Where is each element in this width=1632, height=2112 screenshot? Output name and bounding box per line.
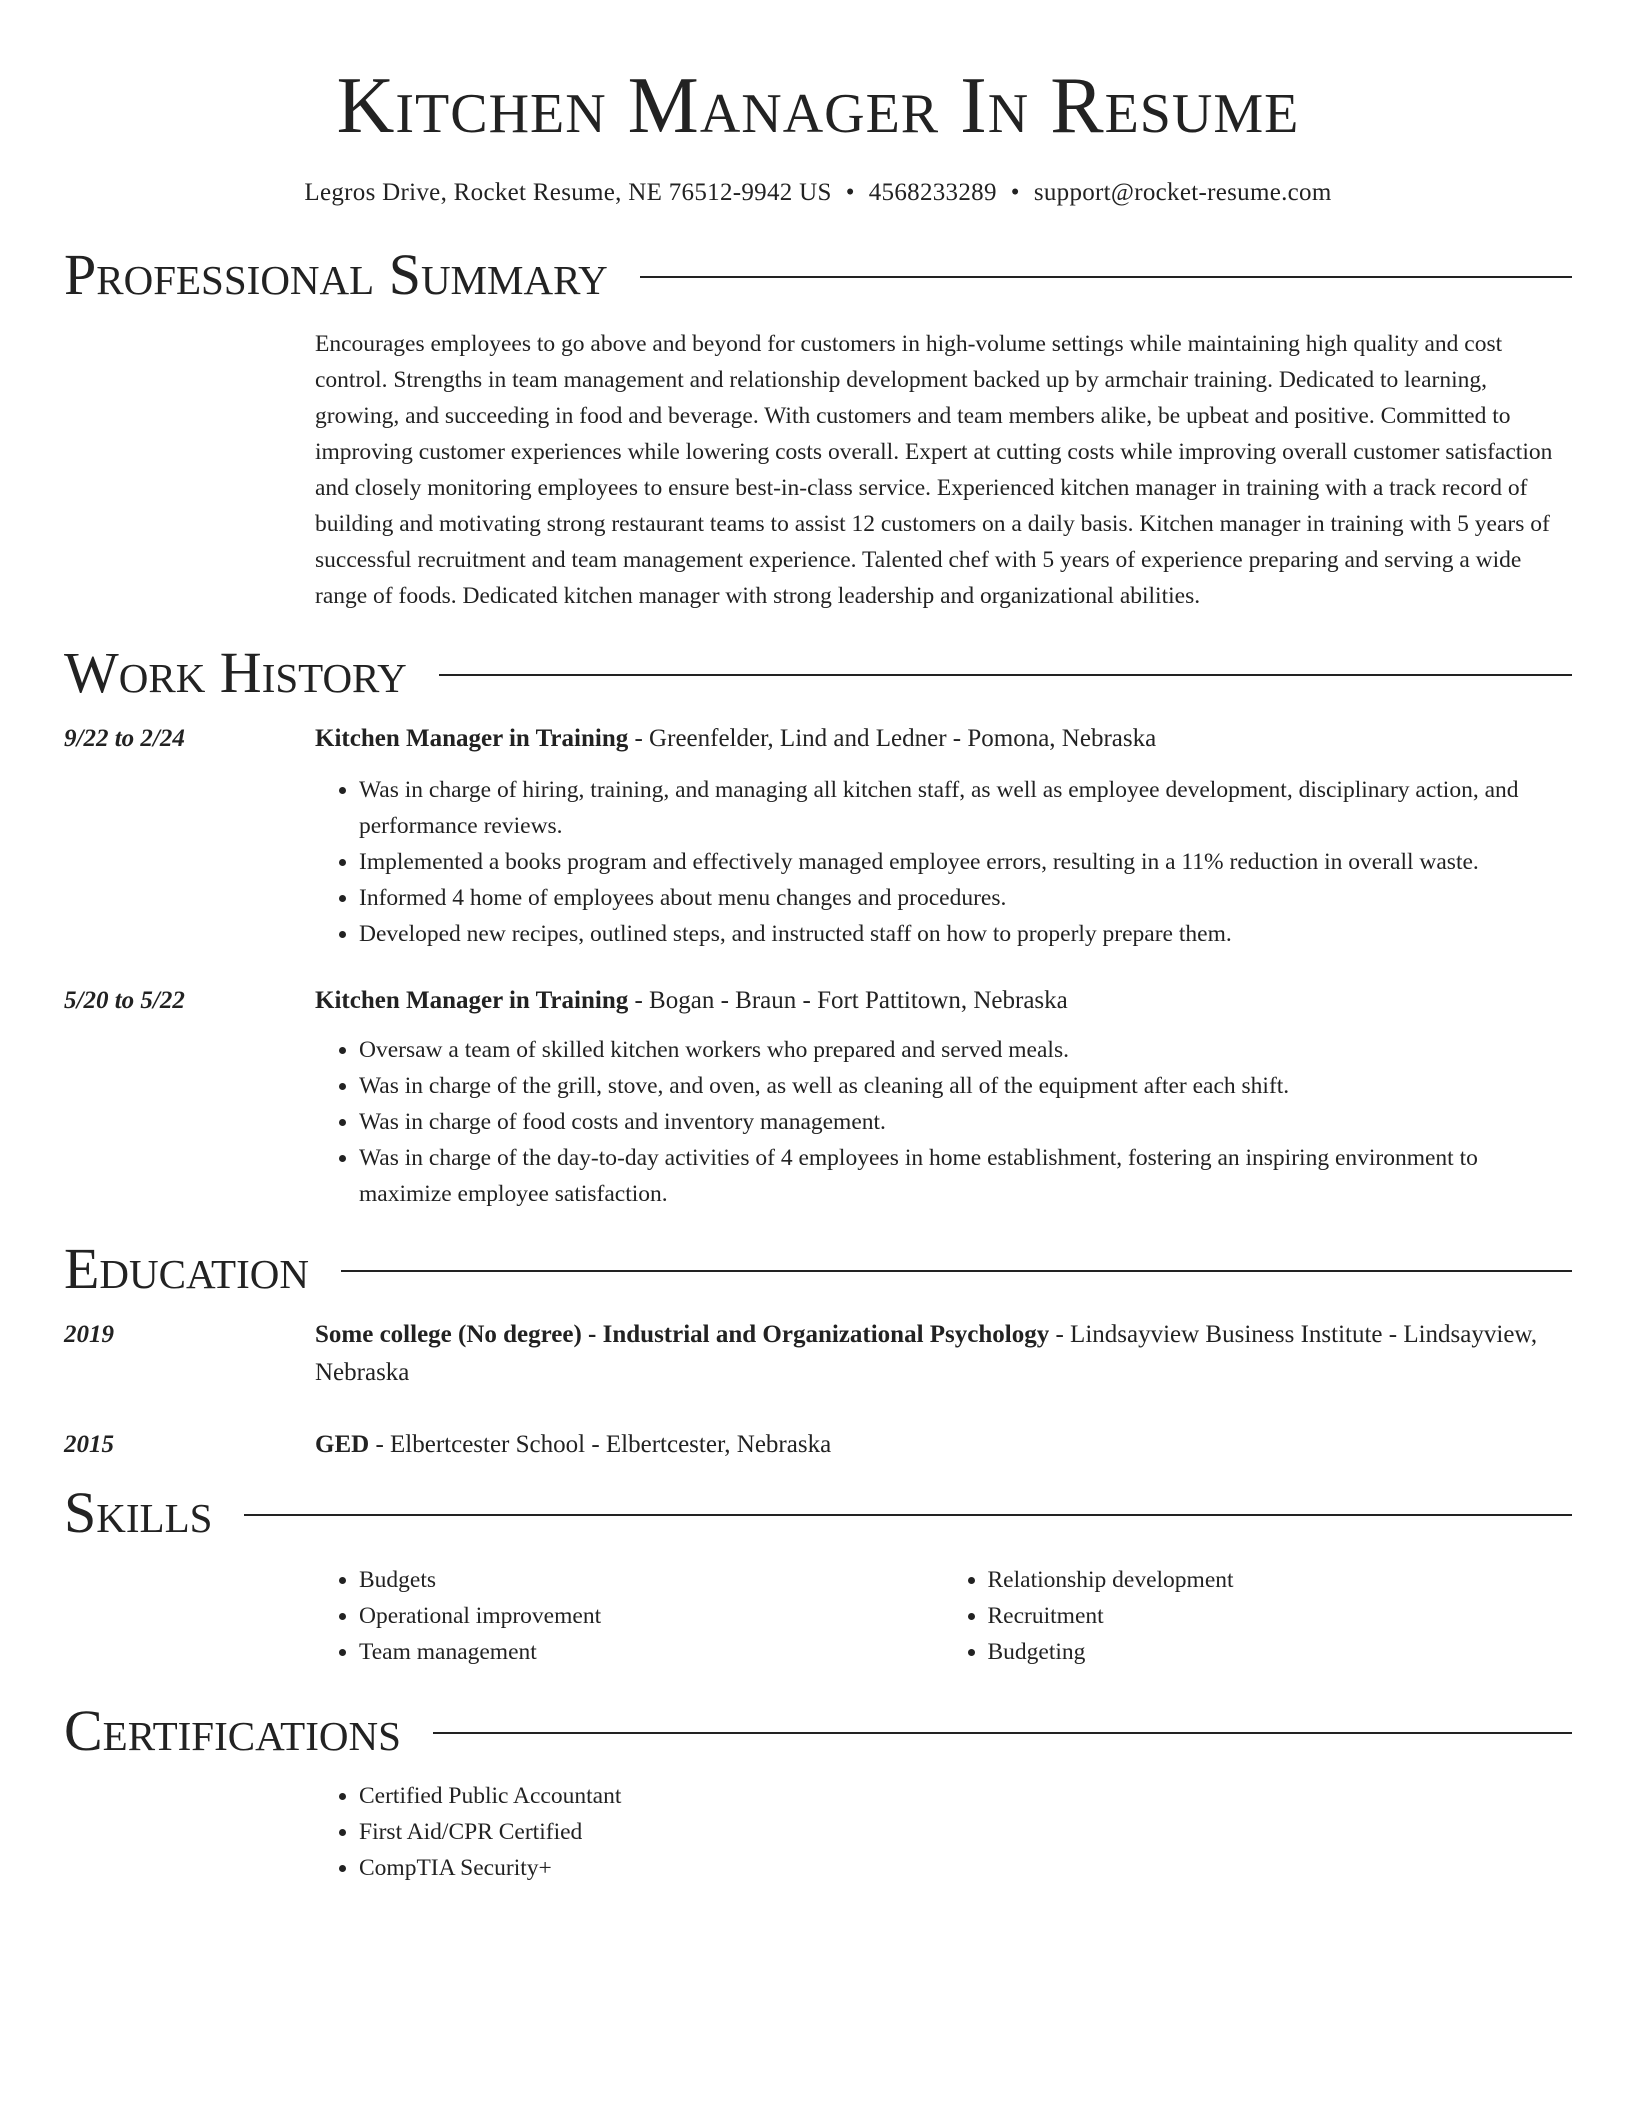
job-details: - Bogan - Braun - Fort Pattitown, Nebraska	[628, 987, 1068, 1014]
education-entry	[64, 1316, 1572, 1392]
section-title-skills: Skills	[64, 1480, 213, 1545]
list-item: • Was in charge of food costs and inventory management.	[359, 1104, 1572, 1140]
education-degree: GED	[315, 1431, 370, 1458]
section-divider	[341, 1270, 1572, 1272]
resume-name: Kitchen Manager In Resume	[336, 62, 1300, 150]
section-title-certifications: Certifications	[64, 1698, 401, 1763]
job-details: - Greenfelder, Lind and Ledner - Pomona, Nebraska	[628, 725, 1157, 752]
education-details: - Elbertcester School - Elbertcester, Nebraska	[369, 1431, 832, 1458]
list-item: • Team management	[359, 1634, 944, 1670]
section-divider	[244, 1514, 1572, 1516]
job-title: Kitchen Manager in Training	[315, 725, 629, 752]
list-item: • Certified Public Accountant	[359, 1778, 1572, 1814]
list-item: • Recruitment	[988, 1598, 1573, 1634]
list-item: • Was in charge of the grill, stove, and oven, as well as cleaning all of the equipment after each shift.	[359, 1068, 1572, 1104]
skills-section-header	[64, 1480, 1572, 1546]
education-year: 2015	[64, 1431, 114, 1458]
education-details: - Lindsayview Business Institute - Lindsayview, Nebraska	[315, 1321, 1538, 1386]
job-heading	[315, 982, 1572, 1020]
education-year: 2019	[64, 1321, 114, 1348]
section-divider	[640, 276, 1572, 278]
list-item: • Budgets	[359, 1562, 944, 1598]
job-title: Kitchen Manager in Training	[315, 987, 629, 1014]
section-divider	[439, 674, 1572, 676]
list-item: • Implemented a books program and effectively managed employee errors, resulting in a 11% reduction in overall waste.	[359, 844, 1572, 880]
list-item: • Relationship development	[988, 1562, 1573, 1598]
list-item: • CompTIA Security+	[359, 1850, 1572, 1886]
skills-column-right	[944, 1562, 1573, 1670]
skills-column-left	[315, 1562, 944, 1670]
list-item: • First Aid/CPR Certified	[359, 1814, 1572, 1850]
resume-page	[64, 0, 1572, 1886]
education-entry	[64, 1426, 1572, 1464]
section-divider	[433, 1732, 1572, 1734]
job-dates: 9/22 to 2/24	[64, 725, 185, 752]
education-degree: Some college (No degree) - Industrial and Organizational Psychology	[315, 1321, 1050, 1348]
education-section-header	[64, 1236, 1572, 1302]
certifications-list	[64, 1778, 1572, 1886]
list-item: • Was in charge of the day-to-day activities of 4 employees in home establishment, fostering an inspiring environment to maximize employee satisfaction.	[359, 1140, 1572, 1212]
contact-separator: •	[845, 179, 855, 206]
summary-text: Encourages employees to go above and beyond for customers in high-volume settings while maintaining high quality and cost control. Strengths in team management and relationship development backed up by armchair training. Dedicated to learning, growing, and succeeding in food and beverage. With customers and team members alike, be upbeat and positive. Committed to improving customer experiences while lowering costs overall. Expert at cutting costs while improving overall customer satisfaction and closely monitoring employees to ensure best-in-class service. Experienced kitchen manager in training with a track record of building and motivating strong restaurant teams to assist 12 customers on a daily basis. Kitchen manager in training with 5 years of successful recruitment and team management experience. Talented chef with 5 years of experience preparing and serving a wide range of foods. Dedicated kitchen manager with strong leadership and organizational abilities.	[315, 331, 1553, 609]
section-title-summary: Professional Summary	[64, 242, 608, 307]
section-title-education: Education	[64, 1236, 309, 1301]
work-section-header	[64, 640, 1572, 706]
job-dates: 5/20 to 5/22	[64, 987, 185, 1014]
contact-address: Legros Drive, Rocket Resume, NE 76512-9942 US	[304, 179, 832, 206]
certifications-section-header	[64, 1698, 1572, 1764]
job-heading	[315, 720, 1572, 758]
contact-line	[64, 178, 1572, 208]
contact-separator: •	[1010, 179, 1020, 206]
job-bullets	[315, 1032, 1572, 1212]
contact-email: support@rocket-resume.com	[1033, 179, 1332, 206]
list-item: • Oversaw a team of skilled kitchen workers who prepared and served meals.	[359, 1032, 1572, 1068]
contact-phone: 4568233289	[868, 179, 997, 206]
job-entry	[64, 982, 1572, 1212]
section-title-work: Work History	[64, 640, 407, 705]
job-bullets	[315, 772, 1572, 952]
list-item: • Developed new recipes, outlined steps, and instructed staff on how to properly prepare them.	[359, 916, 1572, 952]
skills-list	[64, 1562, 1572, 1670]
list-item: • Was in charge of hiring, training, and managing all kitchen staff, as well as employee development, disciplinary action, and performance reviews.	[359, 772, 1572, 844]
list-item: • Budgeting	[988, 1634, 1573, 1670]
list-item: • Operational improvement	[359, 1598, 944, 1634]
job-entry	[64, 720, 1572, 952]
list-item: • Informed 4 home of employees about menu changes and procedures.	[359, 880, 1572, 916]
summary-section-header	[64, 242, 1572, 308]
